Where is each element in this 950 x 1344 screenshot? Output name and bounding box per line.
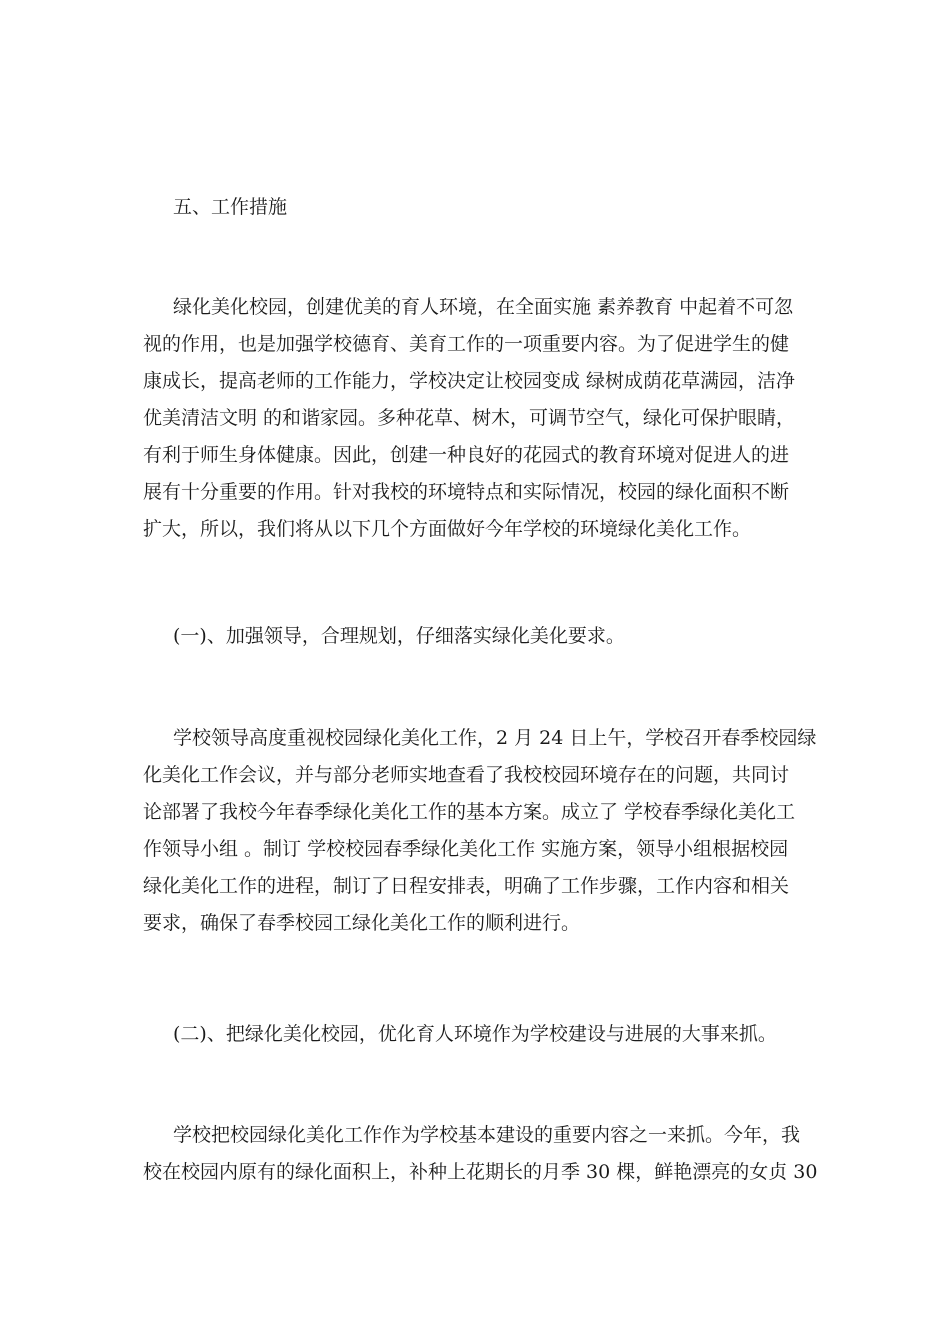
paragraph-line: 扩大，所以，我们将从以下几个方面做好今年学校的环境绿化美化工作。: [143, 518, 752, 540]
section-heading: 五、工作措施: [173, 196, 288, 218]
paragraph-line: 绿化美化工作的进程，制订了日程安排表，明确了工作步骤，工作内容和相关: [143, 875, 790, 897]
intro-paragraph: [143, 289, 809, 548]
paragraph-line: 校在校园内原有的绿化面积上，补种上花期长的月季 30 棵，鲜艳漂亮的女贞 30: [143, 1161, 818, 1183]
paragraph-line: 视的作用，也是加强学校德育、美育工作的一项重要内容。为了促进学生的健: [143, 333, 790, 355]
paragraph-line: 要求，确保了春季校园工绿化美化工作的顺利进行。: [143, 912, 581, 934]
paragraph-line: 康成长，提高老师的工作能力，学校决定让校园变成 绿树成荫花草满园，洁净: [143, 370, 796, 392]
paragraph-line: 有利于师生身体健康。因此，创建一种良好的花园式的教育环境对促进人的进: [143, 444, 790, 466]
paragraph-line: 展有十分重要的作用。针对我校的环境特点和实际情况，校园的绿化面积不断: [143, 481, 790, 503]
section-2-paragraph: [143, 1117, 818, 1191]
paragraph-line: 学校领导高度重视校园绿化美化工作，2 月 24 日上午，学校召开春季校园绿: [173, 727, 817, 749]
paragraph-line: 化美化工作会议，并与部分老师实地查看了我校校园环境存在的问题，共同讨: [143, 764, 790, 786]
section-1-paragraph: [143, 720, 817, 942]
subheading-2: (二)、把绿化美化校园，优化育人环境作为学校建设与进展的大事来抓。: [173, 1023, 777, 1045]
paragraph-line: 论部署了我校今年春季绿化美化工作的基本方案。成立了 学校春季绿化美化工: [143, 801, 796, 823]
paragraph-line: 作领导小组 。制订 学校校园春季绿化美化工作 实施方案，领导小组根据校园: [143, 838, 789, 860]
subheading-1: (一)、加强领导，合理规划，仔细落实绿化美化要求。: [173, 625, 625, 647]
paragraph-line: 绿化美化校园，创建优美的育人环境，在全面实施 素养教育 中起着不可忽: [173, 296, 794, 318]
paragraph-line: 优美清洁文明 的和谐家园。多种花草、树木，可调节空气，绿化可保护眼睛，: [143, 407, 796, 429]
paragraph-line: 学校把校园绿化美化工作作为学校基本建设的重要内容之一来抓。今年，我: [173, 1124, 801, 1146]
